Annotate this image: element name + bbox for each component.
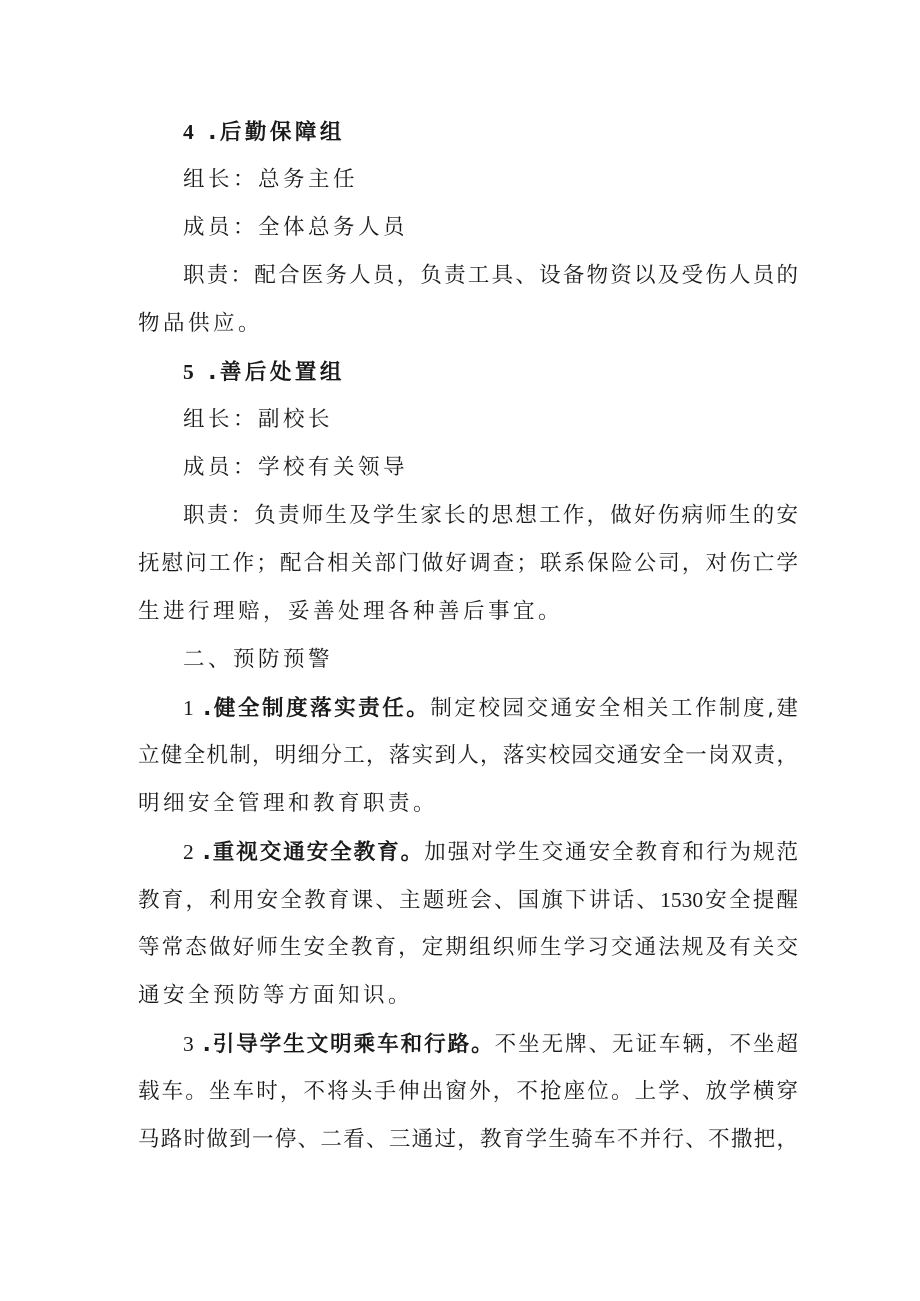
- section-5-leader: 组长：副校长: [183, 407, 334, 432]
- section-5-duty-line-3: 生进行理赔，妥善处理各种善后事宜。: [138, 599, 564, 624]
- item-3-line-1: [183, 1029, 798, 1059]
- item-2-line-4: 通安全预防等方面知识。: [138, 983, 414, 1008]
- item-3-number: 3: [183, 1032, 194, 1056]
- item-2-title: .重视交通安全教育。: [202, 840, 425, 865]
- section-4-number: 4: [183, 120, 198, 144]
- item-1-title: .健全制度落实责任。: [203, 696, 431, 721]
- prevention-heading: 二、预防预警: [183, 647, 334, 672]
- section-4-heading: [183, 117, 798, 147]
- item-3-line-2: 载车。坐车时，不将头手伸出窗外，不抢座位。上学、放学横穿: [138, 1079, 798, 1104]
- item-2-line-1: [183, 837, 798, 867]
- section-5-members: 成员：学校有关领导: [183, 455, 409, 480]
- section-5-number: 5: [183, 360, 198, 384]
- section-5-duty-line-1: 职责：负责师生及学生家长的思想工作，做好伤病师生的安: [183, 503, 798, 528]
- item-2-line-2-text-b: 安全提醒: [703, 888, 798, 913]
- section-5-heading: [183, 357, 798, 387]
- section-4-leader: 组长：总务主任: [183, 167, 359, 192]
- item-3-title: .引导学生文明乘车和行路。: [202, 1032, 495, 1057]
- item-1-line-2: 立健全机制，明细分工，落实到人，落实校园交通安全一岗双责，: [138, 743, 798, 768]
- section-5-title: .善后处置组: [208, 360, 345, 385]
- item-2-number: 2: [183, 840, 194, 864]
- item-2-line-2-text-a: 教育，利用安全教育课、主题班会、国旗下讲话、: [138, 888, 661, 913]
- item-2-line-3: 等常态做好师生安全教育，定期组织师生学习交通法规及有关交: [138, 935, 798, 960]
- item-1-text: 制定校园交通安全相关工作制度,建: [430, 696, 798, 721]
- item-2-text: 加强对学生交通安全教育和行为规范: [424, 840, 798, 865]
- section-4-duty-line-1: 职责：配合医务人员，负责工具、设备物资以及受伤人员的: [183, 263, 798, 288]
- item-1-line-1: [183, 693, 798, 723]
- section-5-duty-line-2: 抚慰问工作；配合相关部门做好调查；联系保险公司，对伤亡学: [138, 551, 798, 576]
- item-2-time-number: 1530: [660, 888, 704, 912]
- item-3-text: 不坐无牌、无证车辆，不坐超: [494, 1032, 798, 1057]
- section-4-title: .后勤保障组: [208, 120, 345, 145]
- section-4-duty-line-2: 物品供应。: [138, 311, 264, 336]
- section-4-members: 成员：全体总务人员: [183, 215, 409, 240]
- item-1-line-3: 明细安全管理和教育职责。: [138, 791, 439, 816]
- item-3-line-3: 马路时做到一停、二看、三通过，教育学生骑车不并行、不撒把，: [138, 1127, 798, 1152]
- item-1-number: 1: [183, 696, 194, 720]
- item-2-line-2: [138, 885, 798, 915]
